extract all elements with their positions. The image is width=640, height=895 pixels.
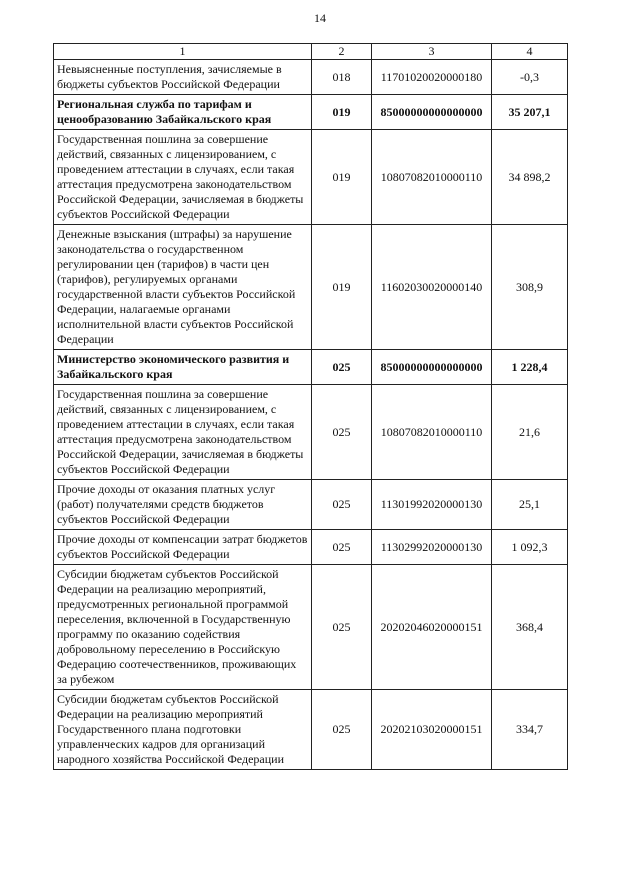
row-amount: 25,1 [492,480,568,530]
row-amount: -0,3 [492,60,568,95]
table-row [54,565,568,690]
row-description: Региональная служба по тарифам и ценообразованию Забайкальского края [54,95,312,130]
column-header: 3 [372,44,492,60]
row-amount: 21,6 [492,385,568,480]
row-description: Субсидии бюджетам субъектов Российской Федерации на реализацию мероприятий, предусмотренных региональной программой переселения, включенной в Государственную программу по оказанию содействия добровольному переселению в Российскую Федерацию соотечественников, проживающих за рубежом [54,565,312,690]
row-description: Государственная пошлина за совершение действий, связанных с лицензированием, с проведением аттестации в случаях, если такая аттестация предусмотрена законодательством Российской Федерации, зачисляемая в бюджеты субъектов Российской Федерации [54,130,312,225]
table-header-row [54,44,568,60]
column-header: 4 [492,44,568,60]
row-admin-code: 025 [312,350,372,385]
row-admin-code: 025 [312,480,372,530]
row-amount: 1 228,4 [492,350,568,385]
row-amount: 334,7 [492,690,568,770]
row-amount: 368,4 [492,565,568,690]
row-admin-code: 025 [312,385,372,480]
table-row [54,530,568,565]
row-amount: 1 092,3 [492,530,568,565]
row-revenue-code: 11602030020000140 [372,225,492,350]
table-row [54,480,568,530]
row-revenue-code: 11301992020000130 [372,480,492,530]
row-admin-code: 025 [312,530,372,565]
row-description: Прочие доходы от компенсации затрат бюджетов субъектов Российской Федерации [54,530,312,565]
table-row [54,95,568,130]
table-row [54,225,568,350]
table-row [54,350,568,385]
column-header: 2 [312,44,372,60]
row-description: Невыясненные поступления, зачисляемые в бюджеты субъектов Российской Федерации [54,60,312,95]
row-admin-code: 025 [312,690,372,770]
row-description: Прочие доходы от оказания платных услуг (работ) получателями средств бюджетов субъектов Российской Федерации [54,480,312,530]
page-number: 14 [314,11,326,25]
row-revenue-code: 11302992020000130 [372,530,492,565]
row-revenue-code: 20202103020000151 [372,690,492,770]
table-row [54,690,568,770]
row-description: Государственная пошлина за совершение действий, связанных с лицензированием, с проведением аттестации в случаях, если такая аттестация предусмотрена законодательством Российской Федерации, зачисляемая в бюджеты субъектов Российской Федерации [54,385,312,480]
table-row [54,385,568,480]
row-amount: 35 207,1 [492,95,568,130]
row-revenue-code: 85000000000000000 [372,95,492,130]
row-revenue-code: 10807082010000110 [372,130,492,225]
row-description: Субсидии бюджетам субъектов Российской Федерации на реализацию мероприятий Государственного плана подготовки управленческих кадров для организаций народного хозяйства Российской Федерации [54,690,312,770]
row-amount: 34 898,2 [492,130,568,225]
row-admin-code: 019 [312,225,372,350]
row-revenue-code: 85000000000000000 [372,350,492,385]
row-revenue-code: 10807082010000110 [372,385,492,480]
revenue-table [53,43,568,770]
table-row [54,60,568,95]
row-revenue-code: 20202046020000151 [372,565,492,690]
row-revenue-code: 11701020020000180 [372,60,492,95]
row-admin-code: 019 [312,130,372,225]
row-amount: 308,9 [492,225,568,350]
row-description: Министерство экономического развития и Забайкальского края [54,350,312,385]
row-admin-code: 019 [312,95,372,130]
row-description: Денежные взыскания (штрафы) за нарушение законодательства о государственном регулировании цен (тарифов) в части цен (тарифов), регулируемых органами государственной власти субъектов Российской Федерации, налагаемые органами исполнительной власти субъектов Российской Федерации [54,225,312,350]
row-admin-code: 025 [312,565,372,690]
column-header: 1 [54,44,312,60]
row-admin-code: 018 [312,60,372,95]
table-row [54,130,568,225]
